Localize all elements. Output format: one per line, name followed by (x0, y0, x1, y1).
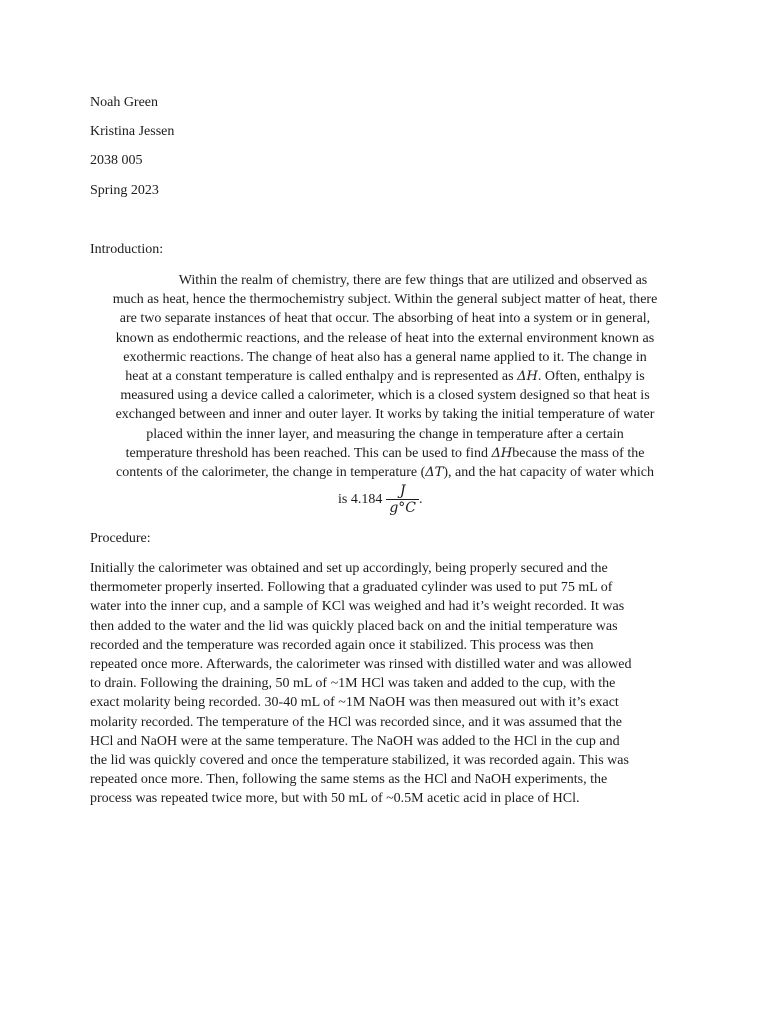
procedure-line: HCl and NaOH were at the same temperature. The NaOH was added to the HCl in the cup and (90, 733, 620, 749)
capacity-suffix: . (419, 492, 423, 507)
intro-line: contents of the calorimeter, the change in temperature (ΔT), and the hat capacity of water which (116, 465, 654, 481)
course-number: 2038 005 (90, 153, 143, 168)
heat-capacity-formula (338, 484, 423, 516)
procedure-line: then added to the water and the lid was quickly placed back on and the initial temperature was (90, 618, 618, 634)
intro-line: placed within the inner layer, and measuring the change in temperature after a certain (146, 426, 624, 442)
intro-line: heat at a constant temperature is called enthalpy and is represented as ΔH. Often, enthalpy is (125, 369, 645, 385)
procedure-body (90, 559, 690, 809)
delta-t-symbol: ΔT (425, 465, 444, 481)
procedure-line: recorded and the temperature was recorded again once it stabilized. This process was then (90, 637, 594, 653)
intro-line: exchanged between and inner and outer layer. It works by taking the initial temperature of water (115, 407, 655, 423)
procedure-line: thermometer properly inserted. Following that a graduated cylinder was used to put 75 mL of (90, 580, 613, 596)
author-name-2: Kristina Jessen (90, 124, 175, 139)
author-name-1: Noah Green (90, 95, 159, 110)
intro-line: temperature threshold has been reached. This can be used to find ΔHbecause the mass of the (125, 445, 645, 461)
procedure-line: water into the inner cup, and a sample of KCl was weighed and had it’s weight recorded. It was (90, 599, 625, 615)
procedure-line: repeated once more. Afterwards, the calorimeter was rinsed with distilled water and was allowed (90, 657, 632, 673)
intro-line: Within the realm of chemistry, there are few things that are utilized and observed as (178, 273, 648, 288)
procedure-line: to drain. Following the draining, 50 mL of ~1M HCl was taken and added to the cup, with the (90, 676, 616, 692)
intro-line: exothermic reactions. The change of heat also has a general name applied to it. The change in (123, 349, 647, 365)
capacity-numerator: J (399, 483, 406, 499)
capacity-prefix: is 4.184 (338, 492, 383, 507)
procedure-heading: Procedure: (90, 531, 151, 546)
intro-line: measured using a device called a calorimeter, which is a closed system designed so that heat is (120, 388, 650, 404)
delta-h-symbol: ΔH (517, 369, 538, 385)
procedure-line: molarity recorded. The temperature of the HCl was recorded since, and it was assumed that the (90, 714, 622, 730)
procedure-line: exact molarity being recorded. 30-40 mL of ~1M NaOH was then measured out with it’s exact (90, 695, 619, 711)
intro-line: are two separate instances of heat that occur. The absorbing of heat into a system or in general, (119, 311, 651, 327)
intro-line: much as heat, hence the thermochemistry subject. Within the general subject matter of heat, there (112, 292, 658, 308)
procedure-line: Initially the calorimeter was obtained and set up accordingly, being properly secured and the (90, 561, 608, 576)
delta-h-symbol: ΔH (491, 445, 513, 461)
capacity-denominator: g°C (389, 500, 417, 516)
procedure-line: the lid was quickly covered and once the temperature stabilized, it was recorded again. This was (90, 753, 629, 769)
capacity-fraction (386, 484, 419, 516)
procedure-line: repeated once more. Then, following the same stems as the HCl and NaOH experiments, the (90, 772, 608, 788)
intro-line: known as endothermic reactions, and the release of heat into the external environment known as (115, 330, 655, 346)
introduction-body (90, 271, 680, 482)
introduction-heading: Introduction: (90, 242, 164, 257)
term: Spring 2023 (90, 183, 159, 198)
procedure-line: process was repeated twice more, but with 50 mL of ~0.5M acetic acid in place of HCl. (90, 791, 580, 807)
